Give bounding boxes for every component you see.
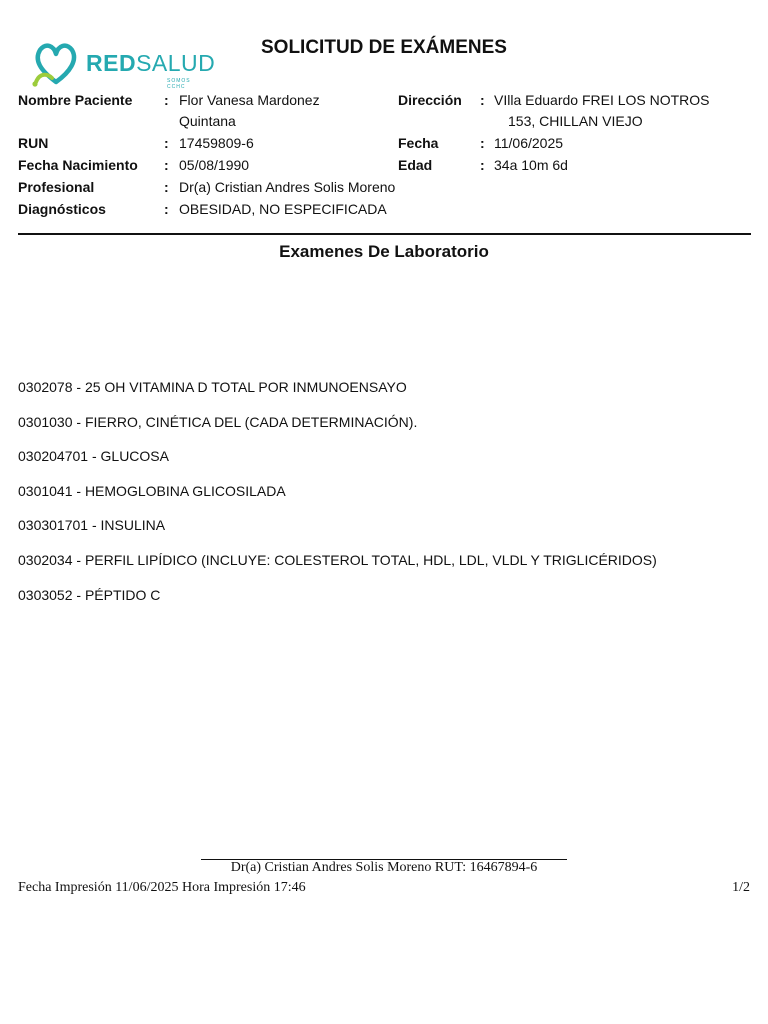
colon-separator: : [164, 179, 169, 195]
colon-separator: : [480, 135, 485, 151]
exam-item: 030301701 - INSULINA [18, 517, 166, 534]
date-label: Fecha [398, 135, 439, 151]
birth-date-label: Fecha Nacimiento [18, 157, 138, 173]
section-title: Examenes De Laboratorio [279, 242, 489, 261]
professional-label: Profesional [18, 179, 95, 195]
header-divider [18, 233, 751, 235]
exam-item: 0301030 - FIERRO, CINÉTICA DEL (CADA DETERMINACIÓN). [18, 413, 418, 430]
address-value [494, 90, 710, 132]
print-info: Fecha Impresión 11/06/2025 Hora Impresión 17:46 [18, 880, 306, 895]
document-title: SOLICITUD DE EXÁMENES [261, 37, 507, 58]
professional-value: Dr(a) Cristian Andres Solis Moreno [179, 179, 396, 195]
patient-name-line-1: Flor Vanesa Mardonez [179, 92, 320, 108]
exam-item: 030204701 - GLUCOSA [18, 448, 169, 465]
colon-separator: : [164, 201, 169, 217]
age-label: Edad [398, 157, 433, 173]
page-number: 1/2 [732, 880, 750, 895]
colon-separator: : [164, 157, 169, 173]
colon-separator: : [164, 135, 169, 151]
exam-item: 0302078 - 25 OH VITAMINA D TOTAL POR INMUNOENSAYO [18, 379, 407, 395]
patient-name-value [179, 90, 320, 132]
address-label: Dirección [398, 92, 462, 108]
colon-separator: : [164, 92, 169, 108]
address-line-2: 153, CHILLAN VIEJO [508, 113, 643, 129]
run-value: 17459809-6 [179, 135, 254, 151]
exam-item: 0301041 - HEMOGLOBINA GLICOSILADA [18, 482, 286, 499]
run-label: RUN [18, 135, 49, 151]
colon-separator: : [480, 157, 485, 173]
exam-list [18, 378, 657, 620]
logo-wordmark: REDSALUD [86, 50, 216, 76]
birth-date-value: 05/08/1990 [179, 157, 250, 173]
exam-item: 0303052 - PÉPTIDO C [18, 586, 161, 603]
date-value: 11/06/2025 [494, 135, 564, 151]
logo-tagline: SOMOS CCHC [167, 78, 191, 90]
signature-text: Dr(a) Cristian Andres Solis Moreno RUT: 16467894-6 [230, 860, 538, 875]
diagnosis-label: Diagnósticos [18, 201, 106, 217]
exam-item: 0302034 - PERFIL LIPÍDICO (INCLUYE: COLESTEROL TOTAL, HDL, LDL, VLDL Y TRIGLICÉRIDOS) [18, 551, 657, 568]
patient-name-label: Nombre Paciente [18, 92, 133, 108]
address-line-1: VIlla Eduardo FREI LOS NOTROS [494, 92, 710, 108]
diagnosis-value: OBESIDAD, NO ESPECIFICADA [179, 201, 387, 217]
age-value: 34a 10m 6d [494, 157, 568, 173]
patient-name-line-2: Quintana [179, 113, 236, 129]
colon-separator: : [480, 92, 485, 108]
